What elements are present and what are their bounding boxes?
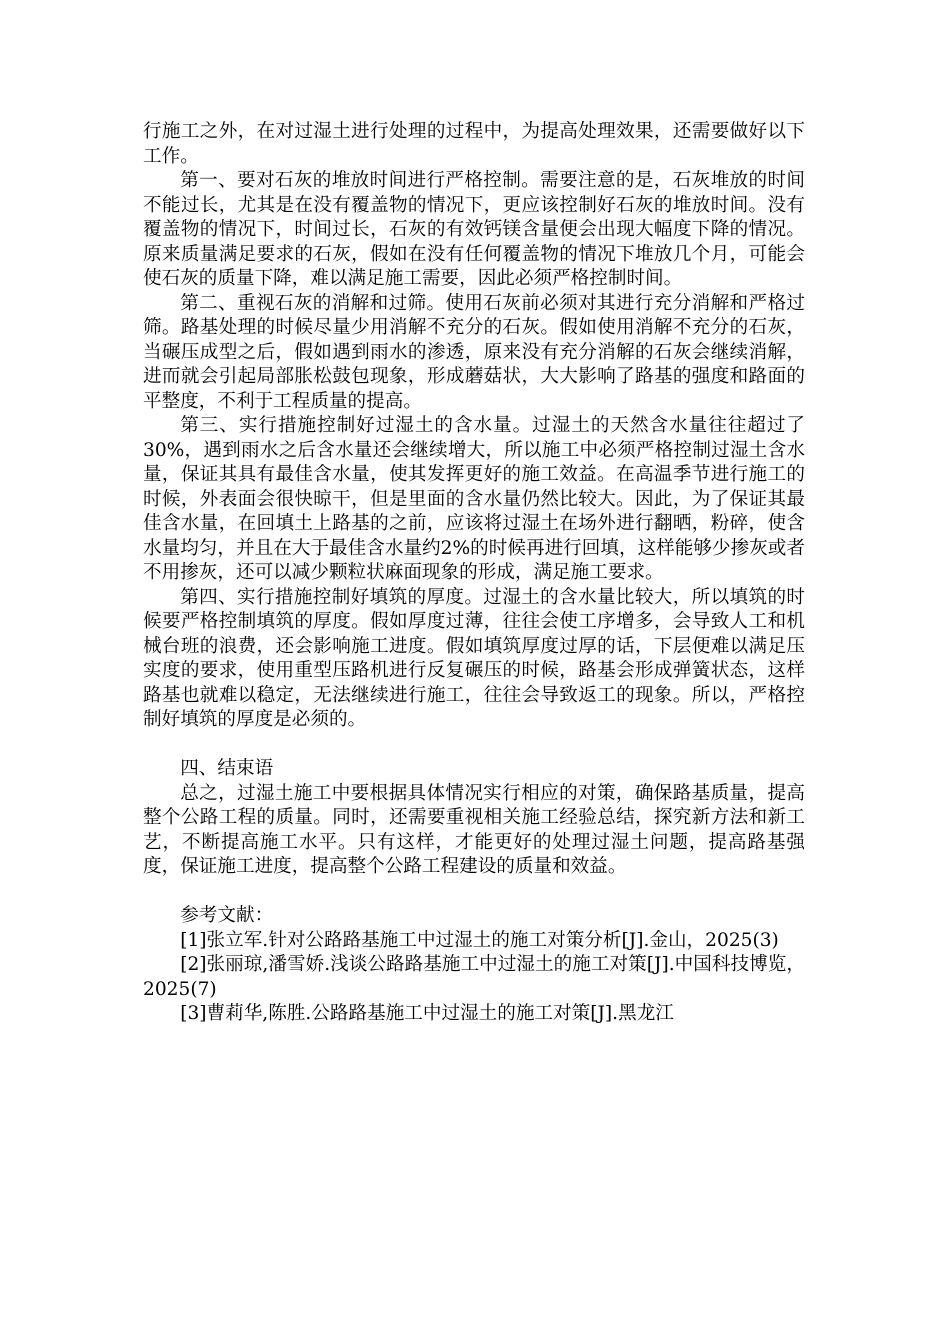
document-page	[143, 120, 805, 1027]
reference-item-1: [1]张立军.针对公路路基施工中过湿土的施工对策分析[J].金山，2025(3)	[180, 929, 779, 951]
point-two-paragraph: 第二、重视石灰的消解和过筛。使用石灰前必须对其进行充分消解和严格过筛。路基处理的时候尽量少用消解不充分的石灰。假如使用消解不充分的石灰，当碾压成型之后，假如遇到雨水的渗透，原来没有充分消解的石灰会继续消解，进而就会引起局部胀松鼓包现象，形成蘑菇状，大大影响了路基的强度和路面的平整度，不利于工程质量的提高。	[143, 292, 805, 412]
intro-paragraph: 行施工之外，在对过湿土进行处理的过程中，为提高处理效果，还需要做好以下工作。	[143, 121, 805, 167]
conclusion-heading: 四、结束语	[180, 758, 274, 779]
section-spacer	[143, 880, 805, 905]
point-three-paragraph: 第三、实行措施控制好过湿土的含水量。过湿土的天然含水量往往超过了30%，遇到雨水之后含水量还会继续增大，所以施工中必须严格控制过湿土含水量，保证其具有最佳含水量，使其发挥更好的施工效益。在高温季节进行施工的时候，外表面会很快晾干，但是里面的含水量仍然比较大。因此，为了保证其最佳含水量，在回填土上路基的之前，应该将过湿土在场外进行翻晒，粉碎，使含水量均匀，并且在大于最佳含水量约2%的时候再进行回填，这样能够少掺灰或者不用掺灰，还可以减少颗粒状麻面现象的形成，满足施工要求。	[143, 415, 805, 583]
point-four-paragraph: 第四、实行措施控制好填筑的厚度。过湿土的含水量比较大，所以填筑的时候要严格控制填筑的厚度。假如厚度过薄，往往会使工序增多，会导致人工和机械台班的浪费，还会影响施工进度。假如填筑厚度过厚的话，下层便难以满足压实度的要求，使用重型压路机进行反复碾压的时候，路基会形成弹簧状态，这样路基也就难以稳定，无法继续进行施工，往往会导致返工的现象。所以，严格控制好填筑的厚度是必须的。	[143, 586, 805, 730]
section-spacer	[143, 733, 805, 758]
references-heading: 参考文献：	[180, 905, 274, 926]
reference-item-2: [2]张丽琼,潘雪娇.浅谈公路路基施工中过湿土的施工对策[J].中国科技博览，2025(7)	[143, 954, 805, 1000]
reference-item-3: [3]曹莉华,陈胜.公路路基施工中过湿土的施工对策[J].黑龙江	[180, 1003, 674, 1024]
point-one-paragraph: 第一、要对石灰的堆放时间进行严格控制。需要注意的是，石灰堆放的时间不能过长，尤其是在没有覆盖物的情况下，更应该控制好石灰的堆放时间。没有覆盖物的情况下，时间过长，石灰的有效钙镁含量便会出现大幅度下降的情况。原来质量满足要求的石灰，假如在没有任何覆盖物的情况下堆放几个月，可能会使石灰的质量下降，难以满足施工需要，因此必须严格控制时间。	[143, 170, 805, 289]
conclusion-paragraph: 总之，过湿土施工中要根据具体情况实行相应的对策，确保路基质量，提高整个公路工程的质量。同时，还需要重视相关施工经验总结，探究新方法和新工艺，不断提高施工水平。只有这样，才能更好的处理过湿土问题，提高路基强度，保证施工进度，提高整个公路工程建设的质量和效益。	[143, 782, 805, 877]
